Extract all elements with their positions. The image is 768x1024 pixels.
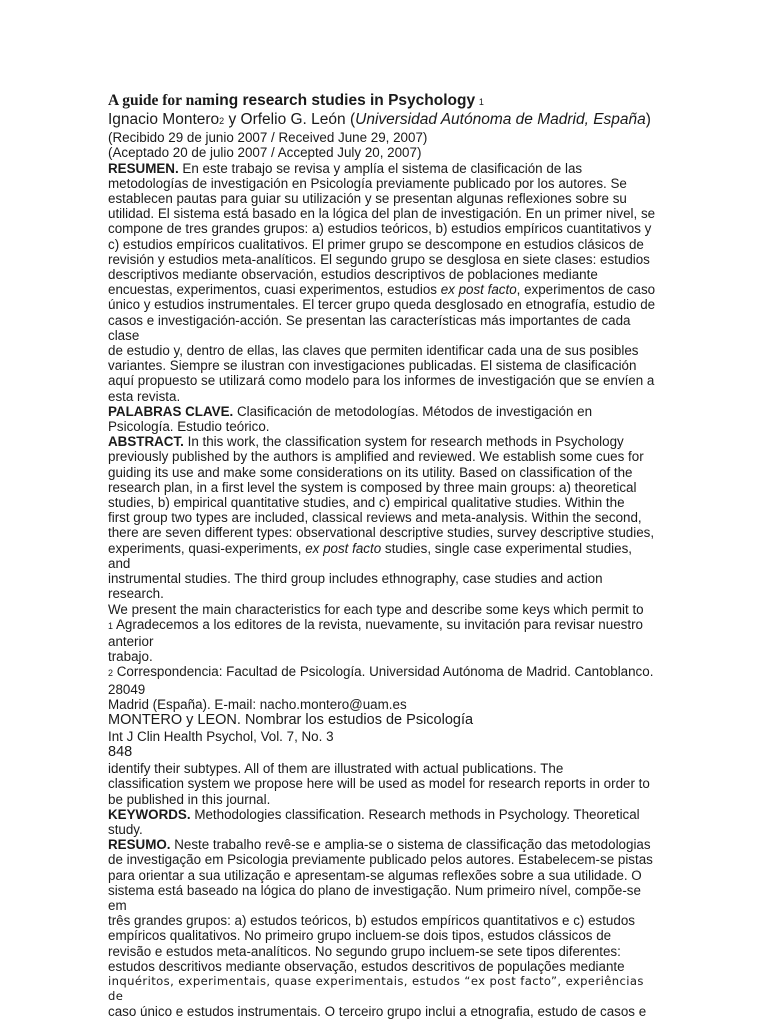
text-line: studies, b) empirical quantitative studies, and c) empirical qualitative studies. Within the (108, 495, 625, 511)
journal-citation: Int J Clin Health Psychol, Vol. 7, No. 3 (108, 728, 334, 744)
text-line: Madrid (España). E-mail: nacho.montero@uam.es (108, 696, 407, 712)
text-line: metodologías de investigación en Psicología previamente publicado por los autores. Se (108, 175, 627, 191)
text-line: previously published by the authors is amplified and reviewed. We establish some cues for (108, 449, 644, 465)
text-line: caso único e estudos instrumentais. O terceiro grupo inclui a etnografia, estudo de casos e (108, 1004, 647, 1020)
text-line: research plan, in a first level the system is composed by three main groups: a) theoretical (108, 479, 637, 495)
affiliation: Universidad Autónoma de Madrid, España (355, 111, 646, 129)
text-line: de estudio y, dentro de ellas, las claves que permiten identificar cada una de sus posibles (108, 343, 639, 359)
keywords-label: KEYWORDS. (108, 806, 191, 822)
palabras-clave (108, 404, 658, 434)
text-line: c) estudios empíricos cualitativos. El primer grupo se descompone en estudios clásicos de (108, 236, 644, 252)
text-line: identify their subtypes. All of them are illustrated with actual publications. The (108, 761, 564, 777)
text-line: inquéritos, experimentais, quase experimentais, estudos “ex post facto”, experiências de (108, 973, 644, 1004)
text-line: compone de tres grandes grupos: a) estudios teóricos, b) estudios empíricos cuantitativos y (108, 221, 652, 237)
text-line: In this work, the classification system for research methods in Psychology (183, 434, 624, 450)
text-line: first group two types are included, classical reviews and meta-analysis. Within the second, (108, 510, 642, 526)
resumo-label: RESUMO. (108, 837, 171, 853)
footnote-mark: 2 (108, 668, 114, 679)
footnote-1 (108, 617, 658, 665)
text-line: revisión y estudios meta-analíticos. El segundo grupo se desglosa en siete clases: estudios (108, 251, 650, 267)
text-line: único y estudios instrumentales. El tercer grupo queda desglosado en etnografía, estudio de (108, 297, 656, 313)
title-part-serif: A guide for nam (108, 92, 215, 109)
resumo-paragraph (108, 837, 658, 1019)
text-line: variantes. Siempre se ilustran con investigaciones publicadas. El sistema de clasificación (108, 358, 637, 374)
text-line: studies, single case experimental studies, and (108, 540, 633, 571)
text-line: Neste trabalho revê-se e amplia-se o sistema de classificação das metodologias (170, 837, 651, 853)
resumen-paragraph (108, 161, 658, 404)
text-line: casos e investigación-acción. Se presentan las características más importantes de cada clase (108, 312, 631, 343)
text-line: guiding its use and make some considerations on its utility. Based on classification of the (108, 464, 633, 480)
text-line: Agradecemos a los editores de la revista, nuevamente, su invitación para revisar nuestro anterior (108, 616, 643, 649)
resumen-label: RESUMEN. (108, 160, 179, 176)
text-line: empíricos qualitativos. No primeiro grupo incluem-se dois tipos, estudos clássicos de (108, 928, 612, 944)
text-line: We present the main characteristics for each type and describe some keys which permit to (108, 601, 644, 617)
text-line: estudos descritivos mediante observação, estudos descritivos de populações mediante (108, 958, 625, 974)
page-number: 848 (108, 744, 133, 761)
footnote-2 (108, 664, 658, 712)
text-line: de investigação em Psicologia previamente publicado pelos autores. Estabelecem-se pistas (108, 852, 653, 868)
text-line: revisão e estudos meta-analíticos. No segundo grupo incluem-se sete tipos diferentes: (108, 943, 621, 959)
title-part-sans: ing research studies in Psychology (214, 92, 476, 109)
text-line: be published in this journal. (108, 791, 271, 807)
author-1: Ignacio Montero (108, 111, 220, 129)
italic-term: ex post facto (305, 540, 382, 556)
text-line: encuestas, experimentos, cuasi experimentos, estudios (108, 282, 441, 298)
text-line: sistema está baseado na lógica do plano de investigação. Num primeiro nível, compõe-se em (108, 882, 641, 913)
text-line: esta revista. (108, 388, 181, 404)
author-2: y Orfelio G. León ( (224, 111, 356, 129)
text-line: Methodologies classification. Research methods in Psychology. Theoretical (190, 806, 640, 822)
text-line: Clasificación de metodologías. Métodos de investigación en (233, 403, 593, 419)
text-line: experiments, quasi-experiments, (108, 540, 306, 556)
author-footnote-mark: 2 (219, 116, 225, 127)
abstract-continued (108, 761, 658, 807)
text-line: descriptivos mediante observación, estudios descriptivos de poblaciones mediante (108, 267, 598, 283)
text-line: En este trabajo se revisa y amplía el sistema de clasificación de las (178, 160, 583, 176)
running-head: MONTERO y LEON. Nombrar los estudios de Psicología (108, 711, 474, 728)
text-line: classification system we propose here will be used as model for research reports in order to (108, 776, 650, 792)
text-line: aquí propuesto se utilizará como modelo para los informes de investigación que se envíen a (108, 373, 655, 389)
text-line: utilidad. El sistema está basado en la lógica del plan de investigación. En un primer nivel, se (108, 206, 656, 222)
authors-line (108, 111, 658, 130)
text-line: trabajo. (108, 649, 153, 665)
received-date: (Recibido 29 de junio 2007 / Received June 29, 2007) (108, 130, 428, 146)
text-line: establecen pautas para guiar su utilización y se presentan algunas reflexiones sobre su (108, 191, 627, 207)
text-line: there are seven different types: observational descriptive studies, survey descriptive studies, (108, 525, 655, 541)
text-line: três grandes grupos: a) estudos teóricos, b) estudos empíricos quantitativos e c) estudos (108, 913, 635, 929)
text-line: instrumental studies. The third group includes ethnography, case studies and action research. (108, 571, 603, 602)
text-line: Correspondencia: Facultad de Psicología. Universidad Autónoma de Madrid. Cantoblanco. 28049 (108, 664, 654, 697)
abstract-label: ABSTRACT. (108, 434, 184, 450)
text-line: , experimentos de caso (516, 282, 656, 298)
affiliation-close: ) (645, 111, 651, 129)
text-line: Psicología. Estudio teórico. (108, 419, 270, 435)
text-line: para orientar a sua utilização e apresentam-se algumas reflexões sobre a sua utilidade. O (108, 867, 642, 883)
text-line: study. (108, 821, 143, 837)
document-page (108, 93, 658, 1020)
palabras-label: PALABRAS CLAVE. (108, 403, 234, 419)
footnote-mark: 1 (108, 620, 114, 631)
accepted-date: (Aceptado 20 de julio 2007 / Accepted July 20, 2007) (108, 145, 422, 161)
italic-term: ex post facto (440, 282, 517, 298)
title-footnote-mark: 1 (478, 97, 484, 107)
abstract-paragraph (108, 434, 658, 616)
keywords (108, 807, 658, 837)
article-title (108, 93, 658, 110)
